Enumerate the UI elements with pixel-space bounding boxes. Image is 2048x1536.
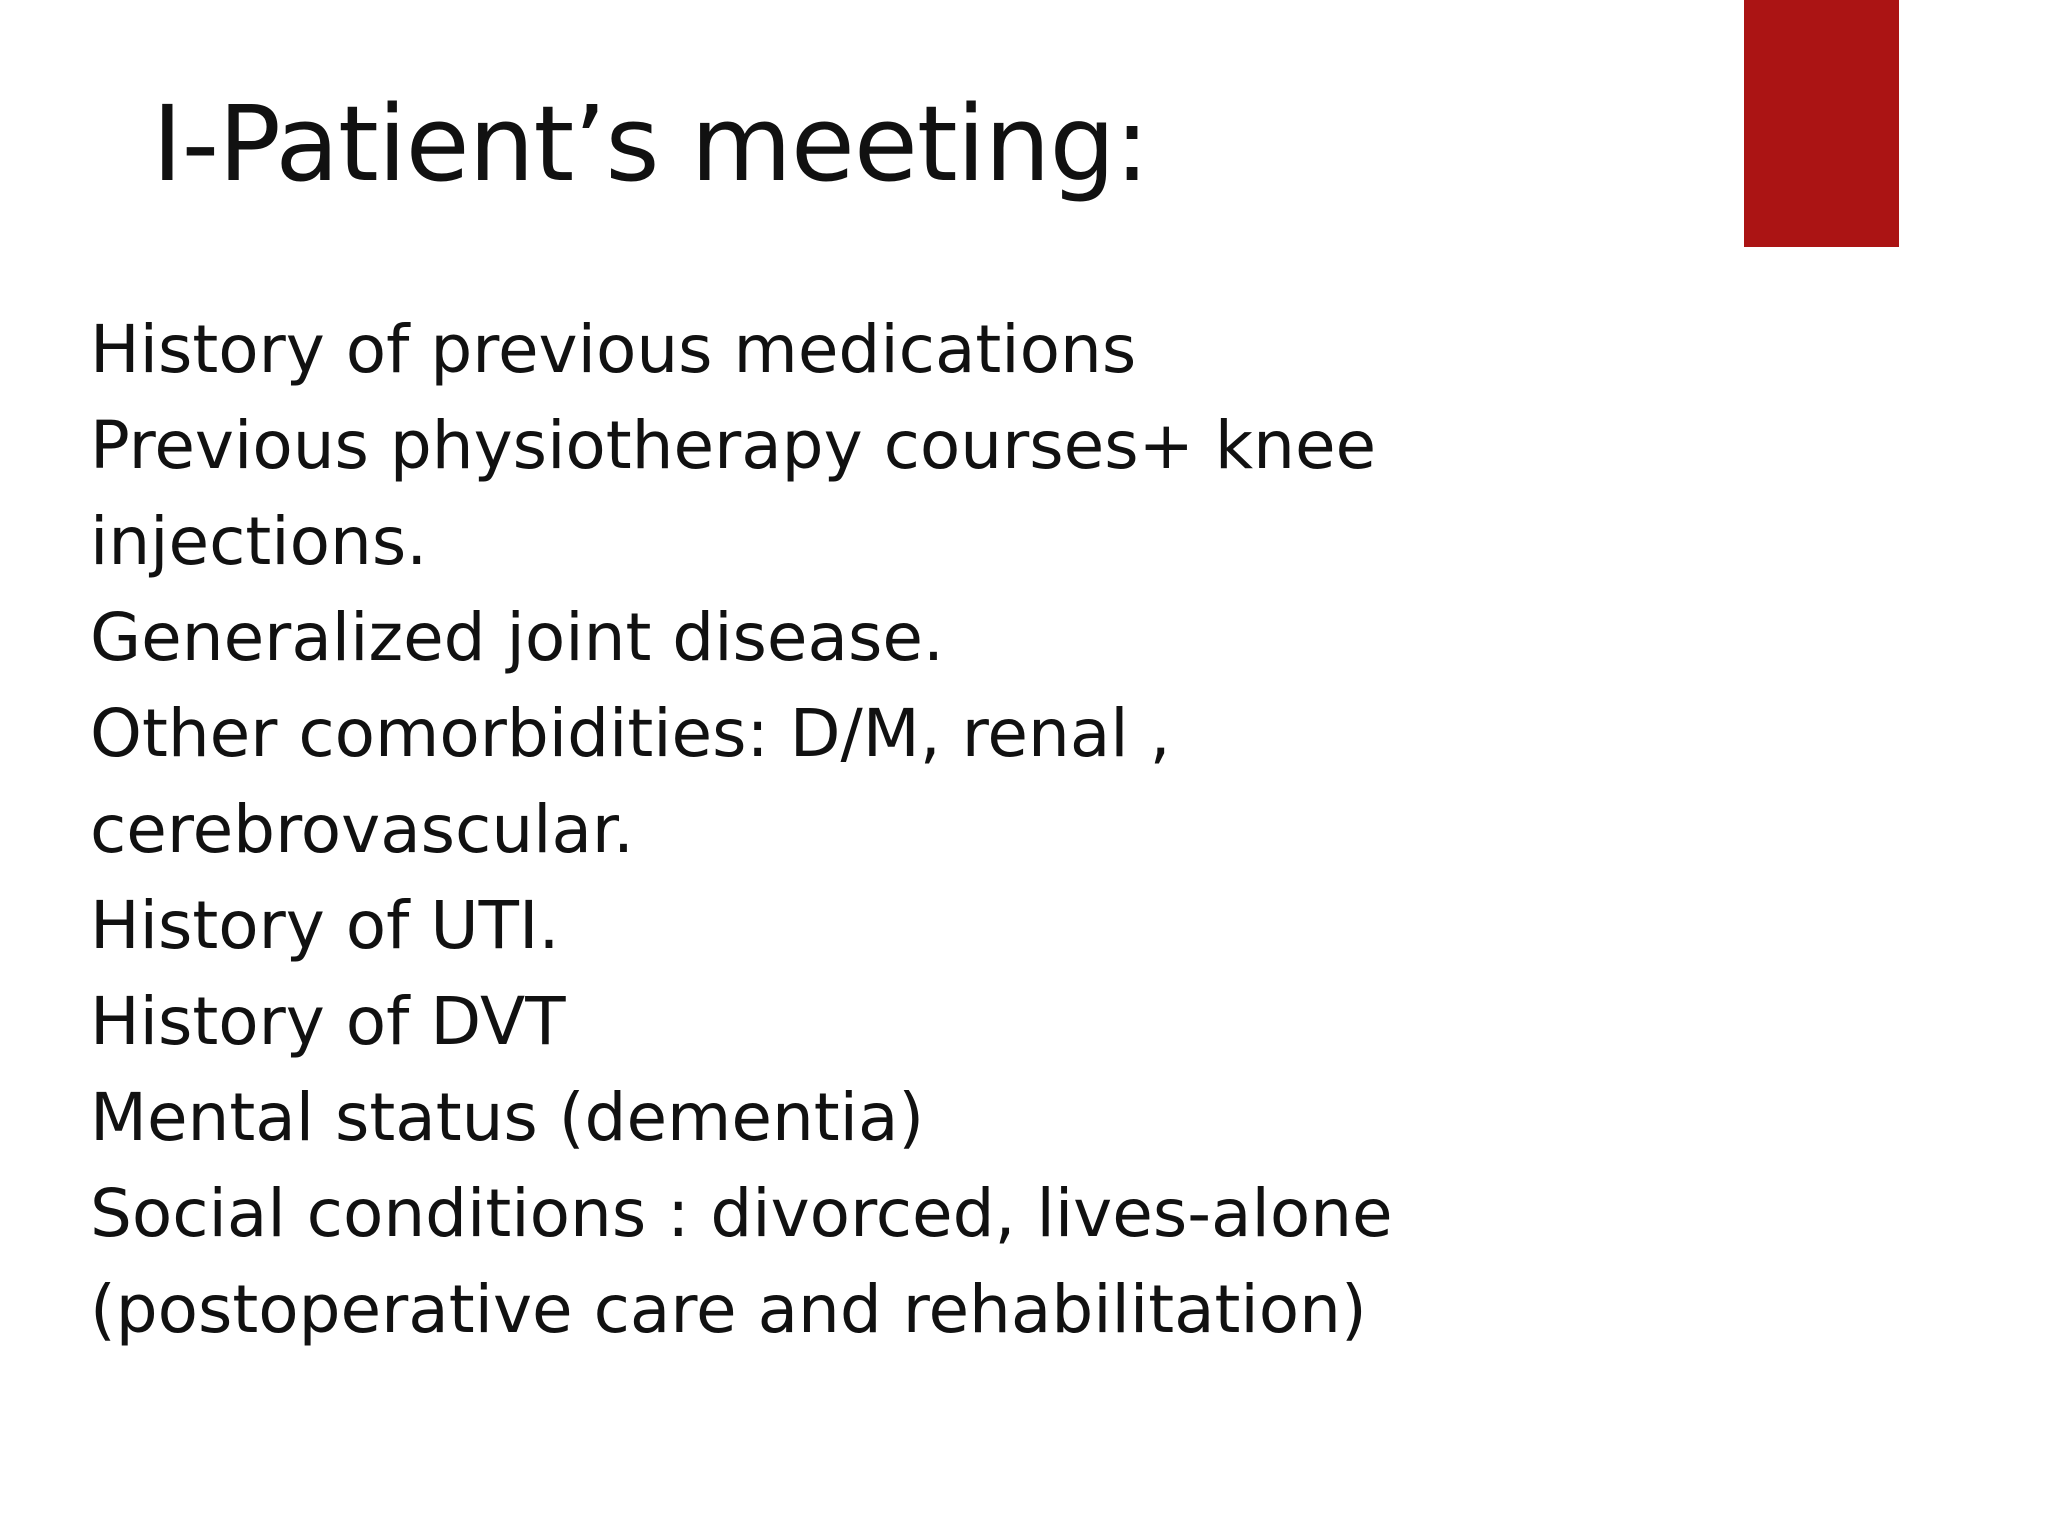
body-line-generalized-joint-disease: Generalized joint disease. <box>90 599 944 676</box>
body-line-other-comorbidities: Other comorbidities: D/M, renal , <box>90 695 1171 772</box>
body-line-previous-medications: History of previous medications <box>90 311 1137 388</box>
body-line-history-uti: History of UTI. <box>90 887 560 964</box>
body-line-social-conditions: Social conditions : divorced, lives-alone <box>90 1175 1393 1252</box>
body-line-injections: injections. <box>90 503 428 580</box>
body-line-cerebrovascular: cerebrovascular. <box>90 791 634 868</box>
body-line-history-dvt: History of DVT <box>90 983 566 1060</box>
body-line-physiotherapy-courses: Previous physiotherapy courses+ knee <box>90 407 1377 484</box>
accent-bar <box>1744 0 1899 247</box>
slide-title: I-Patient’s meeting: <box>152 83 1149 205</box>
slide-body <box>90 302 1450 1358</box>
body-line-postoperative-care: (postoperative care and rehabilitation) <box>90 1271 1367 1348</box>
body-line-mental-status: Mental status (dementia) <box>90 1079 925 1156</box>
